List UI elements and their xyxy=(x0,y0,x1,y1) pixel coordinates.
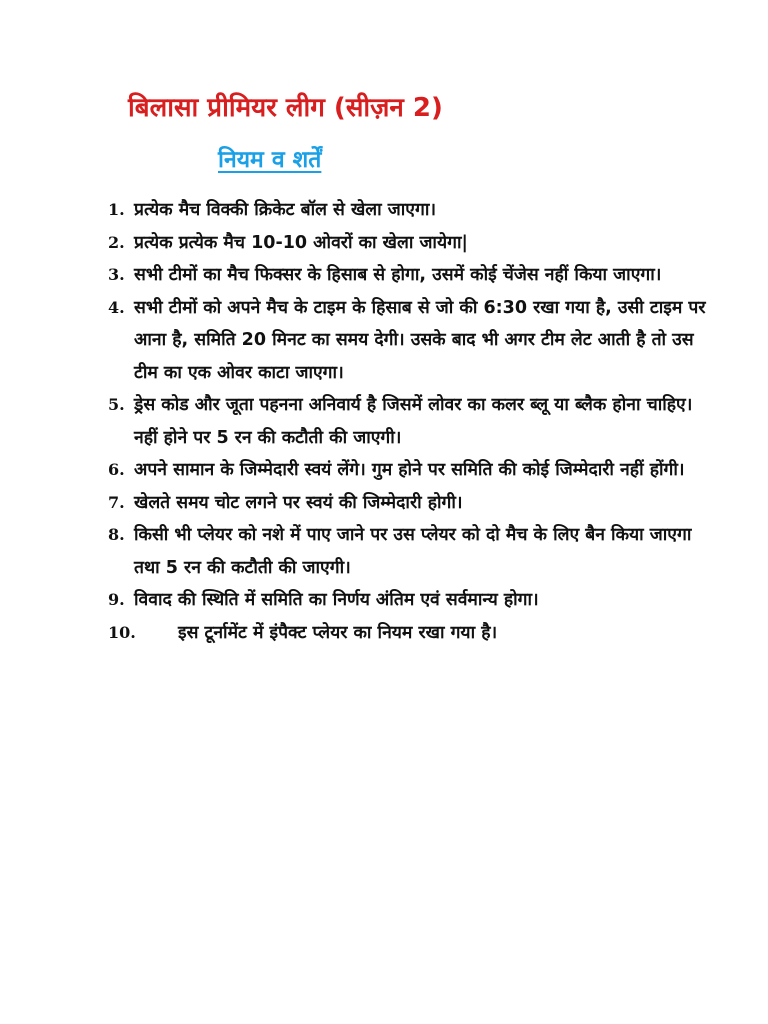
rule-item xyxy=(108,292,708,390)
rule-text: ड्रेस कोड और जूता पहनना अनिवार्य है जिसमें लोवर का कलर ब्लू या ब्लैक होना चाहिए। नहीं होने पर 5 रन की कटौती की जाएगी। xyxy=(134,395,693,448)
rule-text: किसी भी प्लेयर को नशे में पाए जाने पर उस प्लेयर को दो मैच के लिए बैन किया जाएगा तथा 5 रन की कटौती की जाएगी। xyxy=(134,525,692,578)
rule-text: विवाद की स्थिति में समिति का निर्णय अंतिम एवं सर्वमान्य होगा। xyxy=(134,590,539,610)
rule-item xyxy=(108,194,708,227)
rule-number: 3. xyxy=(108,265,125,284)
page-title: बिलासा प्रीमियर लीग (सीज़न 2) xyxy=(128,93,443,123)
rule-number: 5. xyxy=(108,395,125,414)
rule-number: 1. xyxy=(108,200,125,219)
rule-text: इस टूर्नामेंट में इंपैक्ट प्लेयर का नियम रखा गया है। xyxy=(178,622,498,643)
rule-text: सभी टीमों का मैच फिक्सर के हिसाब से होगा, उसमें कोई चेंजेस नहीं किया जाएगा। xyxy=(134,265,662,285)
rule-item xyxy=(108,389,708,454)
rules-heading: नियम व शर्तें xyxy=(218,147,322,173)
rule-item xyxy=(108,259,708,292)
rule-text: प्रत्येक प्रत्येक मैच 10-10 ओवरों का खेला जायेगा| xyxy=(134,232,468,253)
rule-item xyxy=(108,227,708,260)
rule-text: प्रत्येक मैच विक्की क्रिकेट बॉल से खेला जाएगा। xyxy=(134,200,436,220)
rule-text: अपने सामान के जिम्मेदारी स्वयं लेंगे। गुम होने पर समिति की कोई जिम्मेदारी नहीं होंगी। xyxy=(134,460,685,480)
rule-item xyxy=(108,487,708,520)
rule-item xyxy=(108,454,708,487)
rule-number: 7. xyxy=(108,492,125,512)
rule-text: खेलते समय चोट लगने पर स्वयं की जिम्मेदारी होगी। xyxy=(134,492,463,513)
rule-number: 10. xyxy=(108,622,136,642)
rule-item xyxy=(108,584,708,617)
rule-number: 6. xyxy=(108,460,125,479)
rule-number: 9. xyxy=(108,590,125,609)
rule-item xyxy=(108,519,708,584)
rule-number: 2. xyxy=(108,232,125,252)
rule-number: 8. xyxy=(108,525,125,544)
rule-text: सभी टीमों को अपने मैच के टाइम के हिसाब से जो की 6:30 रखा गया है, उसी टाइम पर आना है, समिति 20 मिनट का समय देगी। उसके बाद भी अगर टीम लेट आती है तो उस टीम का एक ओवर काटा जाएगा। xyxy=(134,297,706,383)
rule-item xyxy=(108,617,708,650)
rule-number: 4. xyxy=(108,297,125,317)
rules-list xyxy=(108,194,708,649)
